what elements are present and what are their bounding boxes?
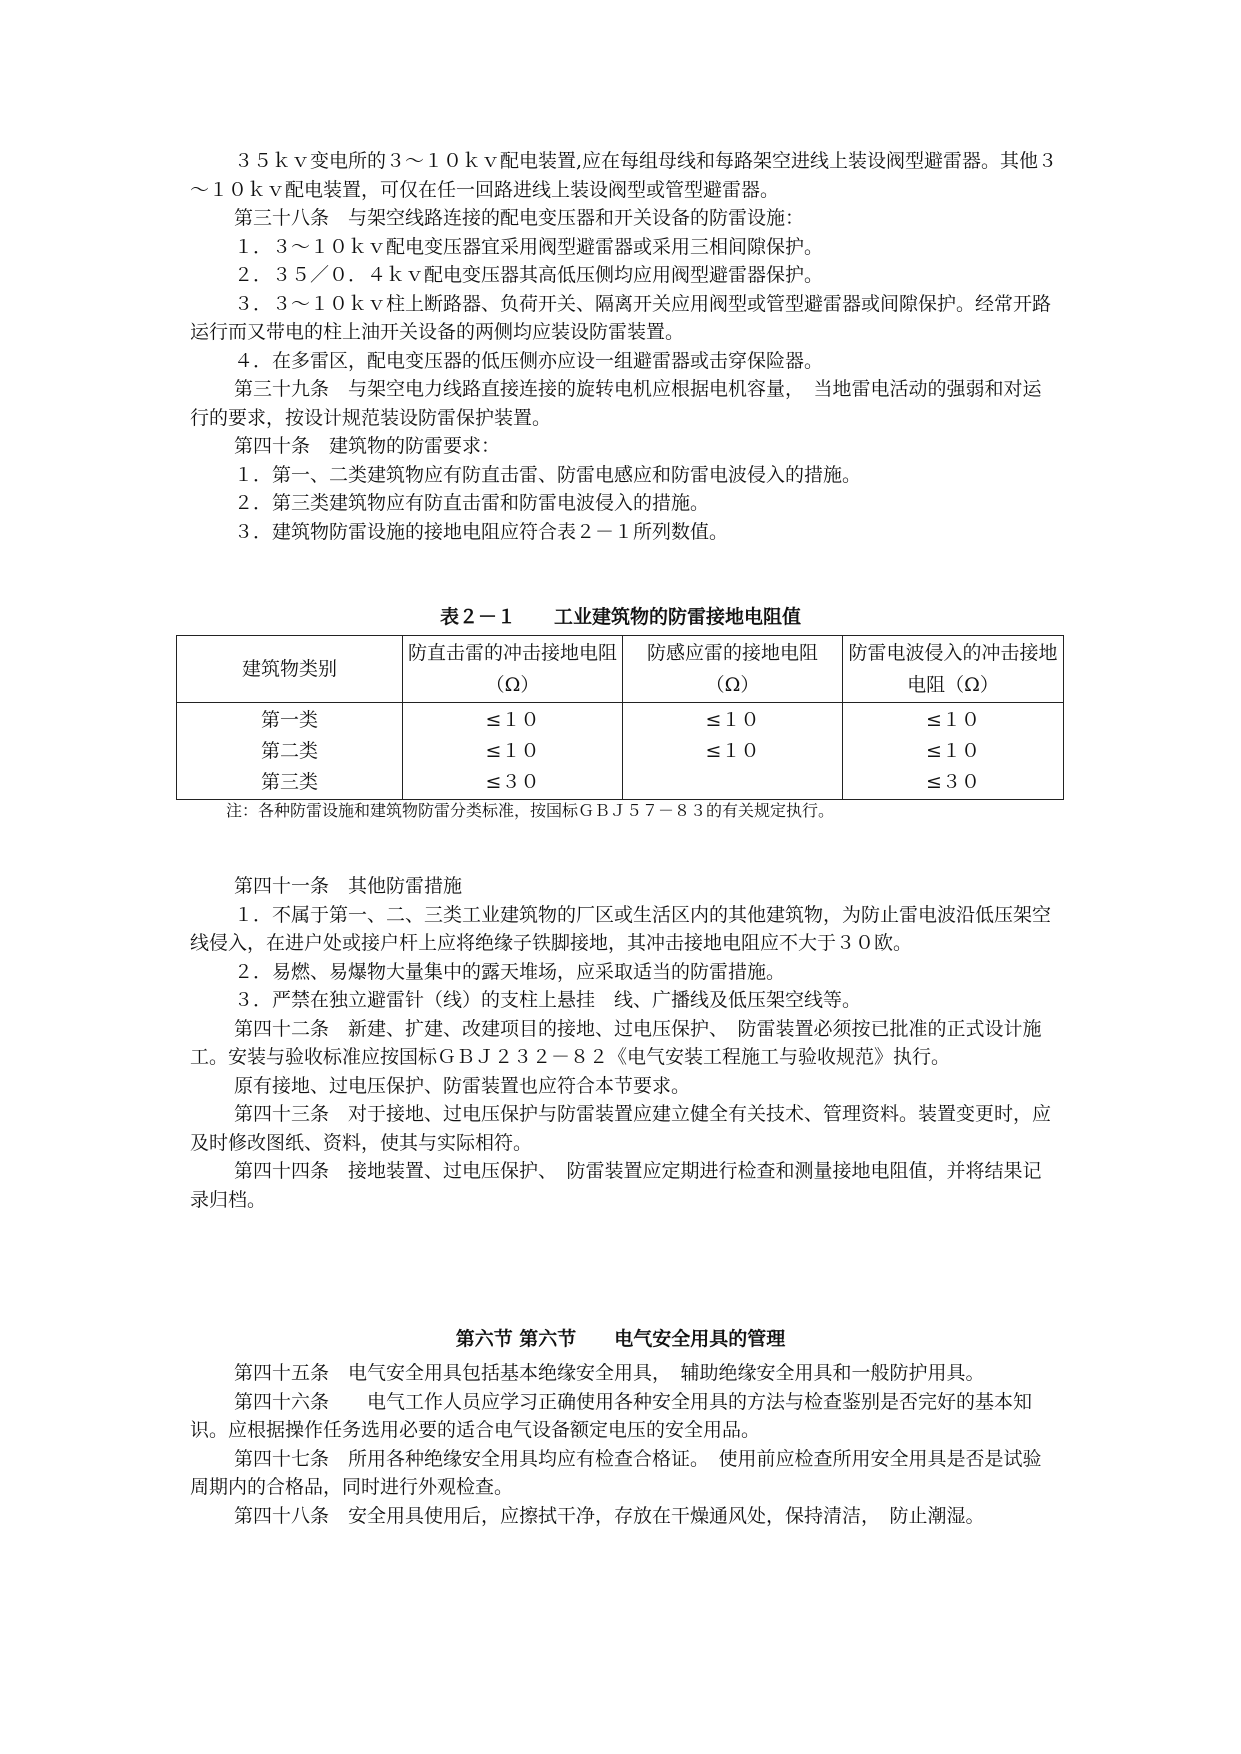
- paragraph: ３５ｋｖ变电所的３～１０ｋｖ配电装置,应在每组母线和每路架空进线上装设阀型避雷器。其他３～１０ｋｖ配电装置，可仅在任一回路进线上装设阀型或管型避雷器。: [190, 150, 1058, 201]
- paragraph: 第三十九条 与架空电力线路直接连接的旋转电机应根据电机容量， 当地雷电活动的强弱和对运行的要求，按设计规范装设防雷保护装置。: [190, 378, 1042, 429]
- paragraph: 第四十四条 接地装置、过电压保护、 防雷装置应定期进行检查和测量接地电阻值，并将结果记录归档。: [190, 1160, 1042, 1211]
- table-cell: ≤１０: [843, 736, 1064, 767]
- paragraph: １．第一、二类建筑物应有防直击雷、防雷电感应和防雷电波侵入的措施。: [234, 463, 862, 486]
- table-cell: ≤３０: [843, 767, 1064, 800]
- text-block-articles-45-48: [190, 1359, 1060, 1530]
- paragraph: １．３～１０ｋｖ配电变压器宜采用阀型避雷器或采用三相间隙保护。: [234, 235, 824, 258]
- paragraph: ２．易燃、易爆物大量集中的露天堆场，应采取适当的防雷措施。: [234, 960, 786, 983]
- paragraph: 原有接地、过电压保护、防雷装置也应符合本节要求。: [234, 1074, 691, 1097]
- table-header-cell: 建筑物类别: [177, 636, 403, 703]
- table-cell: ≤１０: [403, 703, 623, 737]
- resistance-table: [176, 635, 1064, 800]
- table-cell: 第二类: [177, 736, 403, 767]
- paragraph: ４．在多雷区，配电变压器的低压侧亦应设一组避雷器或击穿保险器。: [234, 349, 824, 372]
- paragraph: ３．建筑物防雷设施的接地电阻应符合表２－１所列数值。: [234, 520, 729, 543]
- table-cell: [623, 767, 843, 800]
- paragraph: 第四十二条 新建、扩建、改建项目的接地、过电压保护、 防雷装置必须按已批准的正式设计施工。安装与验收标准应按国标ＧＢＪ２３２－８２《电气安装工程施工与验收规范》执行。: [190, 1017, 1042, 1068]
- paragraph: 第四十八条 安全用具使用后，应擦拭干净，存放在干燥通风处，保持清洁， 防止潮湿。: [234, 1504, 985, 1527]
- table-cell: 第三类: [177, 767, 403, 800]
- table-cell: 第一类: [177, 703, 403, 737]
- table-row: [177, 736, 1064, 767]
- table-row: [177, 703, 1064, 737]
- table-cell: ≤１０: [843, 703, 1064, 737]
- paragraph: １．不属于第一、二、三类工业建筑物的厂区或生活区内的其他建筑物，为防止雷电波沿低压架空线侵入，在进户处或接户杆上应将绝缘子铁脚接地，其冲击接地电阻应不大于３０欧。: [190, 903, 1052, 954]
- paragraph: ３．严禁在独立避雷针（线）的支柱上悬挂 线、广播线及低压架空线等。: [234, 989, 862, 1011]
- paragraph: 第四十六条 电气工作人员应学习正确使用各种安全用具的方法与检查鉴别是否完好的基本知识。应根据操作任务选用必要的适合电气设备额定电压的安全用品。: [190, 1390, 1033, 1441]
- paragraph: 第四十五条 电气安全用具包括基本绝缘安全用具， 辅助绝缘安全用具和一般防护用具。: [234, 1362, 985, 1384]
- paragraph: 第四十条 建筑物的防雷要求：: [234, 435, 501, 457]
- paragraph: 第四十三条 对于接地、过电压保护与防雷装置应建立健全有关技术、管理资料。装置变更时，应及时修改图纸、资料，使其与实际相符。: [190, 1103, 1052, 1154]
- table-header-row: [177, 636, 1064, 703]
- table-cell: ≤１０: [403, 736, 623, 767]
- paragraph: ３．３～１０ｋｖ柱上断路器、负荷开关、隔离开关应用阀型或管型避雷器或间隙保护。经常开路运行而又带电的柱上油开关设备的两侧均应装设防雷装置。: [190, 292, 1052, 343]
- table-cell: ≤１０: [623, 703, 843, 737]
- section-title: 第六节 第六节 电气安全用具的管理: [455, 1328, 786, 1350]
- paragraph: ２．第三类建筑物应有防直击雷和防雷电波侵入的措施。: [234, 492, 710, 514]
- text-block-articles-41-44: [190, 872, 1060, 1214]
- table-header-cell: 防雷电波侵入的冲击接地电阻（Ω）: [843, 636, 1064, 703]
- paragraph: 第三十八条 与架空线路连接的配电变压器和开关设备的防雷设施：: [234, 207, 805, 229]
- table-note: 注：各种防雷设施和建筑物防雷分类标准，按国标ＧＢＪ５７－８３的有关规定执行。: [226, 801, 835, 820]
- table-cell: ≤３０: [403, 767, 623, 800]
- paragraph: ２．３５／０．４ｋｖ配电变压器其高低压侧均应用阀型避雷器保护。: [234, 264, 824, 286]
- paragraph: 第四十一条 其他防雷措施: [234, 875, 463, 897]
- table-header-cell: 防感应雷的接地电阻（Ω）: [623, 636, 843, 703]
- paragraph: 第四十七条 所用各种绝缘安全用具均应有检查合格证。 使用前应检查所用安全用具是否是试验周期内的合格品，同时进行外观检查。: [190, 1447, 1042, 1498]
- table-title: 表２－１ 工业建筑物的防雷接地电阻值: [439, 606, 801, 628]
- table-header-cell: 防直击雷的冲击接地电阻（Ω）: [403, 636, 623, 703]
- table-cell: ≤１０: [623, 736, 843, 767]
- text-block-articles-37-40: [190, 147, 1060, 546]
- table-row: [177, 767, 1064, 800]
